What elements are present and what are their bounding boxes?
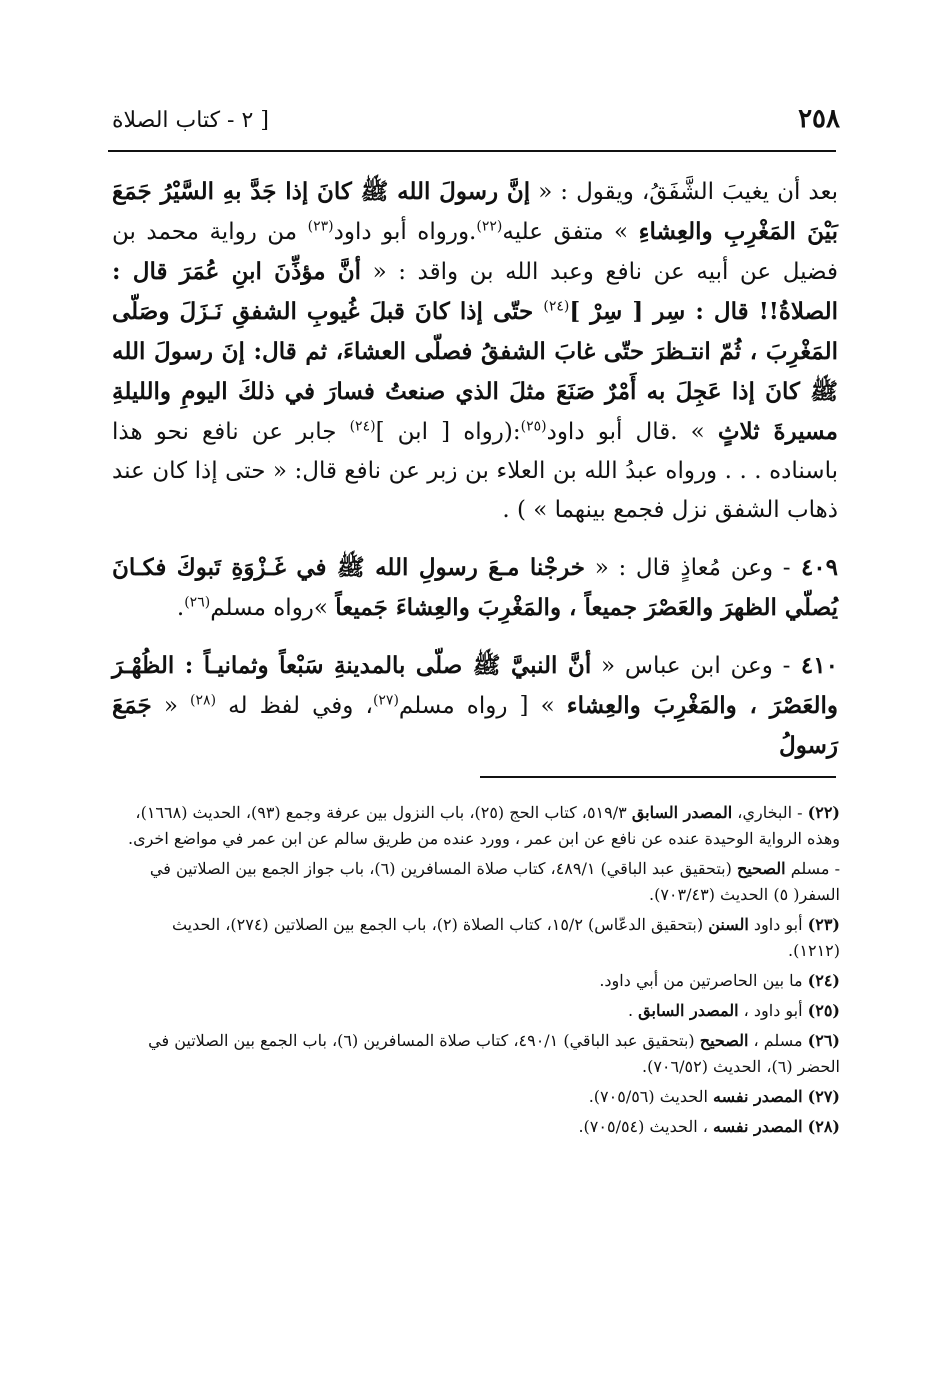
footnote: [120, 998, 840, 1024]
text-segment: » [ رواه مسلم: [398, 693, 567, 719]
footnote-text: - مسلم: [785, 859, 840, 878]
text-segment: ، وفي لفظ له: [216, 693, 373, 719]
footnote-number: (٢٧): [807, 1087, 840, 1106]
text-segment: .ورواه أبو داود: [333, 219, 477, 245]
footnote-text: - البخاري،: [732, 803, 808, 822]
footnote-reference: (٢٢): [476, 218, 503, 235]
footnote-source: المصدر نفسه: [713, 1087, 803, 1106]
hadith-text: إنَّ رسولَ الله ﷺ كانَ إذا جَدَّ بهِ السَّيْرُ جَمَعَ بَيْنَ المَغْرِبِ والعِشاءِ: [112, 178, 838, 245]
text-segment: بعد أن يغيبَ الشَّفَقُ، ويقول : «: [530, 179, 838, 205]
footnote-text: أبو داود: [748, 915, 808, 934]
hadith-text: أنَّ مؤذِّنَ ابنِ عُمَرَ قال : الصلاةُ!! قال : سِر [ سِرْ ]: [112, 258, 838, 325]
footnote-source: الصحيح: [736, 859, 786, 878]
footnote-reference: (٢٨): [190, 692, 217, 709]
paragraph: [112, 172, 838, 530]
footnote-reference: (٢٣): [307, 218, 334, 235]
chapter-title: [ ٢ - كتاب الصلاة: [112, 108, 269, 133]
footnote-number: (٢٢): [807, 803, 840, 822]
footnote-reference: (٢٧): [372, 692, 399, 709]
footnote-text: ما بين الحاصرتين من أبي داود.: [599, 971, 808, 990]
hadith-text: خرجْنا مـعَ رسولِ الله ﷺ في غَـزْوَةِ تَبوكَ فكـانَ يُصلّي الظهرَ والعَصْرَ جميعاً ، والمَغْرِبَ والعِشاءَ جَميعاً: [112, 554, 838, 621]
hadith-number: ٤٠٩: [790, 554, 838, 581]
footnote-number: (٢٥): [807, 1001, 840, 1020]
text-segment: - وعن ابن عباس «: [591, 653, 791, 679]
footnote-reference: (٢٤): [349, 418, 376, 435]
footnote-text: ، الحديث (٧٠٥/٥٤).: [578, 1117, 714, 1136]
footnote-text: (بتحقيق الدعّاس) ١٥/٢، كتاب الصلاة (٢)، باب الجمع بين الصلاتين (٢٧٤)، الحديث (١٢١٢).: [171, 915, 840, 960]
hadith-text: جَمَعَ رَسولُ: [112, 692, 838, 759]
main-text: [112, 172, 838, 784]
footnote: [120, 800, 840, 852]
text-segment: «: [151, 693, 191, 719]
footnote-text: أبو داود ،: [738, 1001, 808, 1020]
footnote-source: المصدر السابق: [631, 803, 733, 822]
footnote-number: (٢٣): [807, 915, 840, 934]
footnote-source: السنن: [708, 915, 749, 934]
footnote-rule: [480, 776, 836, 778]
footnote: [120, 968, 840, 994]
footnote-reference: (٢٦): [184, 594, 211, 611]
hadith-text: أنَّ النبيَّ ﷺ صلّى بالمدينةِ سَبْعاً وثمانيـاً : الظُهْـرَ والعَصْرَ ، والمَغْرِبَ والعِشاء: [112, 652, 839, 719]
footnote: [120, 912, 840, 964]
footnotes: [120, 800, 840, 1144]
footnote-reference: (٢٥): [520, 418, 547, 435]
header-rule: [108, 150, 836, 152]
footnote: [120, 856, 840, 908]
paragraph: [112, 548, 838, 628]
footnote-text: مسلم ،: [748, 1031, 808, 1050]
footnote-text: (بتحقيق عبد الباقي) ٤٨٩/١، كتاب صلاة المسافرين (٦)، باب جواز الجمع بين الصلاتين في السفر( ٥) الحديث (٧٠٣/٤٣).: [149, 859, 840, 904]
text-segment: »رواه مسلم: [210, 595, 336, 621]
footnote-text: .: [627, 1001, 639, 1020]
footnote-source: المصدر السابق: [638, 1001, 739, 1020]
footnote-source: المصدر نفسه: [713, 1117, 803, 1136]
text-segment: - وعن مُعاذٍ قال : «: [584, 555, 791, 581]
text-segment: .: [176, 595, 185, 621]
footnote-text: الحديث (٧٠٥/٥٦).: [588, 1087, 714, 1106]
text-segment: » متفق عليه: [502, 219, 639, 245]
text-segment: من رواية محمد بن فضيل عن أبيه عن نافع وعبد الله بن واقد : «: [112, 219, 838, 285]
footnote-text: ٥١٩/٣، كتاب الحج (٢٥)، باب النزول بين عرفة وجمع (٩٣)، الحديث (١٦٦٨)، وهذه الرواية الوحيدة عنده عن نافع عن ابن عمر ، وورد عنده من طريق سالم عن ابن عمر في مواضع اخرى.: [127, 803, 840, 848]
hadith-text: حتّى إذا كانَ قبلَ غُيوبِ الشفقِ نَـزَلَ وصَلّى المَغْرِبَ ، ثُمّ انتـظرَ حتّى غابَ الشفقُ فصلّى العشاءَ، ثم قال: إنَ رسولَ الله ﷺ كانَ إذا عَجِلَ به أَمْرٌ صَنَعَ مثلَ الذي صنعتُ فسارَ في ذلكَ اليومِ والليلةِ مسيرةَ ثلاثٍ: [112, 298, 838, 445]
text-segment: :(رواه [ ابن ]: [375, 419, 521, 445]
page-header: [112, 104, 840, 150]
footnote-number: (٢٤): [807, 971, 840, 990]
footnote-source: الصحيح: [699, 1031, 749, 1050]
footnote-reference: (٢٤): [543, 298, 570, 315]
footnote-number: (٢٦): [807, 1031, 840, 1050]
footnote: [120, 1114, 840, 1140]
hadith-number: ٤١٠: [790, 652, 838, 679]
footnote-number: (٢٨): [807, 1117, 840, 1136]
text-segment: » .قال أبو داود: [546, 419, 718, 445]
footnote: [120, 1084, 840, 1110]
footnote: [120, 1028, 840, 1080]
footnote-text: (بتحقيق عبد الباقي) ٤٩٠/١، كتاب صلاة المسافرين (٦)، باب الجمع بين الصلاتين في الحضر (٦)، الحديث (٧٠٦/٥٢).: [148, 1031, 840, 1076]
text-segment: جابر عن نافع نحو هذا باسناده . . . ورواه عبدُ الله بن العلاء بن زبر عن نافع قال: « حتى إذا كان عند ذهاب الشفق نزل فجمع بينهما » ) .: [112, 419, 838, 523]
page-number: ٢٥٨: [798, 104, 840, 134]
paragraph: [112, 646, 838, 766]
